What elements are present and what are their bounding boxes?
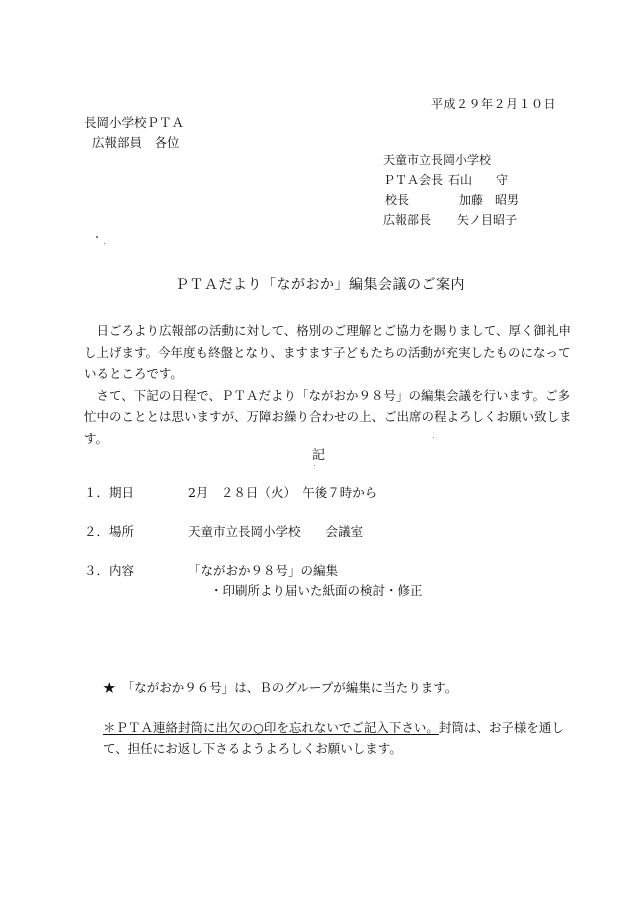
sender-block <box>383 150 528 230</box>
envelope-reminder-emphasis: ＊ＰＴＡ連絡封筒に出欠の○印を忘れないでご記入下さい。 <box>103 720 439 735</box>
pta-president-role: ＰＴＡ会長 <box>383 173 444 187</box>
scan-speck <box>96 236 98 238</box>
agenda-item-date <box>84 483 377 501</box>
document-body <box>84 320 574 449</box>
addressee-org: 長岡小学校ＰＴＡ <box>84 115 185 130</box>
body-paragraph-request: さて、下記の日程で、ＰＴＡだより「ながおか９８号」の編集会議を行います。ご多忙中のこととは思いますが、万障お繰り合わせの上、ご出席の程よろしくお願い致します。 <box>84 387 572 446</box>
document-date: 平成２９年２月１０日 <box>430 97 556 111</box>
scan-speck <box>433 437 434 438</box>
principal-role: 校長 <box>385 193 410 207</box>
envelope-reminder-note <box>103 717 573 759</box>
agenda-item-content <box>84 561 338 579</box>
sender-koho-row <box>383 210 528 230</box>
document-title: ＰＴＡだより「ながおか」編集会議のご案内 <box>175 277 465 293</box>
agenda-item-label: ２．場所 <box>84 524 135 539</box>
sender-principal-row <box>383 190 528 210</box>
agenda-item-label: １．期日 <box>84 485 135 500</box>
agenda-item-value: 天童市立長岡小学校 会議室 <box>187 524 363 539</box>
agenda-item-value: 2月 ２８日（火） 午後７時から <box>187 485 378 500</box>
addressee-recipients: 広報部員 各位 <box>92 135 180 150</box>
pta-president-name: 石山 守 <box>448 173 509 187</box>
body-paragraph-greeting: 日ごろより広報部の活動に対して、格別のご理解とご協力を賜りまして、厚く御礼申し上げます。今年度も終盤となり、ますます子どもたちの活動が充実したものになっているところです。 <box>84 323 572 381</box>
sender-pta-row <box>383 170 528 190</box>
addressee-block <box>84 113 184 153</box>
koho-chief-role: 広報部長 <box>383 213 432 227</box>
scan-speck <box>314 465 315 466</box>
principal-name: 加藤 昭男 <box>459 193 520 207</box>
agenda-item-label: ３．内容 <box>84 563 135 578</box>
agenda-item-place <box>84 522 363 540</box>
scan-speck <box>104 243 105 244</box>
sender-org: 天童市立長岡小学校 <box>383 153 492 167</box>
agenda-item-value: 「ながおか９８号」の編集 <box>187 563 338 578</box>
koho-chief-name: 矢ノ目昭子 <box>457 213 518 227</box>
group-assignment-note: ★ 「ながおか９６号」は、Ｂのグループが編集に当たります。 <box>103 680 458 695</box>
sender-org-row <box>383 150 528 170</box>
agenda-subitem: ・印刷所より届いた紙面の検討・修正 <box>210 583 423 598</box>
envelope-reminder-rest: 封筒は、お子様を通して、担任にお返し下さるようよろしくお願いします。 <box>103 720 564 756</box>
ki-heading: 記 <box>312 448 326 463</box>
